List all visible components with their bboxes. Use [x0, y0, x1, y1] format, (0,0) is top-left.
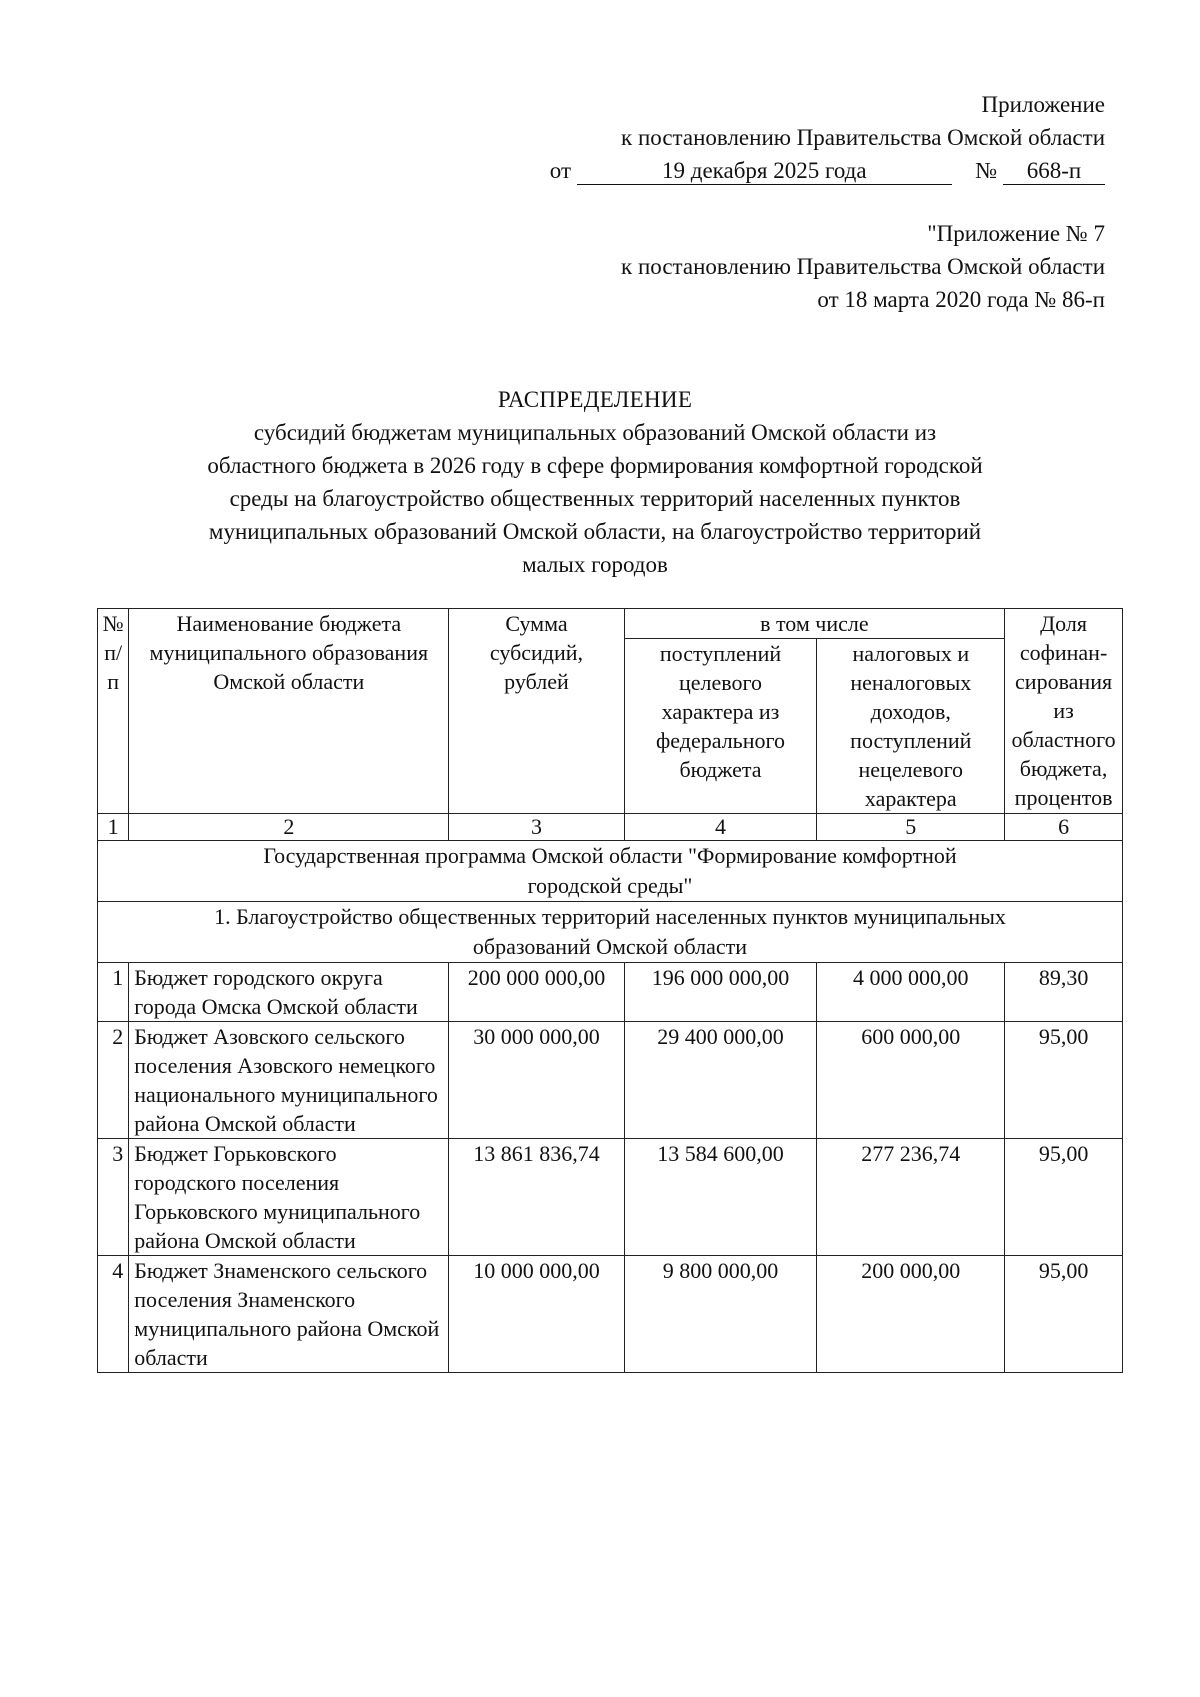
column-number: 6	[1005, 814, 1123, 841]
row-num: 3	[98, 1139, 129, 1256]
program-row	[98, 841, 1123, 902]
from-prefix: от	[549, 158, 572, 183]
row-tax: 600 000,00	[817, 1022, 1005, 1139]
table-row	[98, 1022, 1123, 1139]
row-name: Бюджет Горьковского городского поселения Горьковского муниципального района Омской области	[129, 1139, 449, 1256]
row-federal: 9 800 000,00	[624, 1256, 817, 1373]
row-sum: 10 000 000,00	[449, 1256, 624, 1373]
document-title	[120, 383, 1070, 581]
row-name: Бюджет Азовского сельского поселения Азовского немецкого национального муниципального района Омской области	[129, 1022, 449, 1139]
header-including: в том числе	[624, 609, 1005, 639]
row-name: Бюджет Знаменского сельского поселения Знаменского муниципального района Омской области	[129, 1256, 449, 1373]
header-name: Наименование бюджета муниципального образования Омской области	[129, 609, 449, 814]
row-num: 1	[98, 963, 129, 1022]
title-line: областного бюджета в 2026 году в сфере формирования комфортной городской	[207, 453, 983, 478]
row-sum: 30 000 000,00	[449, 1022, 624, 1139]
prev-appendix-date: от 18 марта 2020 года № 86-п	[817, 287, 1105, 312]
row-tax: 277 236,74	[817, 1139, 1005, 1256]
column-number: 1	[98, 814, 129, 841]
row-sum: 200 000 000,00	[449, 963, 624, 1022]
header-num: № п/п	[98, 609, 129, 814]
column-number: 5	[817, 814, 1005, 841]
row-sum: 13 861 836,74	[449, 1139, 624, 1256]
column-number: 4	[624, 814, 817, 841]
table-row	[98, 963, 1123, 1022]
title-line: субсидий бюджетам муниципальных образований Омской области из	[253, 420, 937, 445]
title-heading: РАСПРЕДЕЛЕНИЕ	[497, 387, 693, 412]
column-number: 3	[449, 814, 624, 841]
row-tax: 200 000,00	[817, 1256, 1005, 1373]
title-line: среды на благоустройство общественных территорий населенных пунктов	[229, 486, 961, 511]
header-share: Доля софинан-сирования из областного бюджета, процентов	[1005, 609, 1123, 814]
prev-appendix-resolution-ref: к постановлению Правительства Омской области	[621, 254, 1105, 279]
appendix-header	[550, 88, 1105, 187]
row-tax: 4 000 000,00	[817, 963, 1005, 1022]
table-row	[98, 1256, 1123, 1373]
title-line: муниципальных образований Омской области, на благоустройство территорий	[208, 519, 982, 544]
row-name: Бюджет городского округа города Омска Омской области	[129, 963, 449, 1022]
section-title: 1. Благоустройство общественных территорий населенных пунктов муниципальных образований Омской области	[98, 902, 1123, 963]
row-federal: 196 000 000,00	[624, 963, 817, 1022]
appendix-resolution-ref: к постановлению Правительства Омской области	[621, 125, 1105, 150]
row-num: 4	[98, 1256, 129, 1373]
resolution-date: 19 декабря 2025 года	[577, 158, 952, 185]
resolution-number: 668-п	[1003, 158, 1105, 185]
number-prefix: №	[975, 158, 998, 183]
header-federal: поступлений целевого характера из федерального бюджета	[624, 639, 817, 814]
header-tax: налоговых и неналоговых доходов, поступлений нецелевого характера	[817, 639, 1005, 814]
row-share: 89,30	[1005, 963, 1123, 1022]
column-number: 2	[129, 814, 449, 841]
column-number-row	[98, 814, 1123, 841]
header-sum: Сумма субсидий, рублей	[449, 609, 624, 814]
row-share: 95,00	[1005, 1022, 1123, 1139]
row-federal: 13 584 600,00	[624, 1139, 817, 1256]
prev-appendix-label: "Приложение № 7	[927, 221, 1105, 246]
row-federal: 29 400 000,00	[624, 1022, 817, 1139]
program-title: Государственная программа Омской области "Формирование комфортной городской среды"	[98, 841, 1123, 902]
row-share: 95,00	[1005, 1256, 1123, 1373]
appendix-label: Приложение	[981, 92, 1105, 117]
section-row	[98, 902, 1123, 963]
previous-appendix-header	[621, 217, 1105, 316]
title-line: малых городов	[522, 552, 668, 577]
appendix-date-line	[550, 154, 1105, 187]
distribution-table	[97, 608, 1123, 1373]
table-row	[98, 1139, 1123, 1256]
table-header-row	[98, 609, 1123, 639]
row-num: 2	[98, 1022, 129, 1139]
row-share: 95,00	[1005, 1139, 1123, 1256]
